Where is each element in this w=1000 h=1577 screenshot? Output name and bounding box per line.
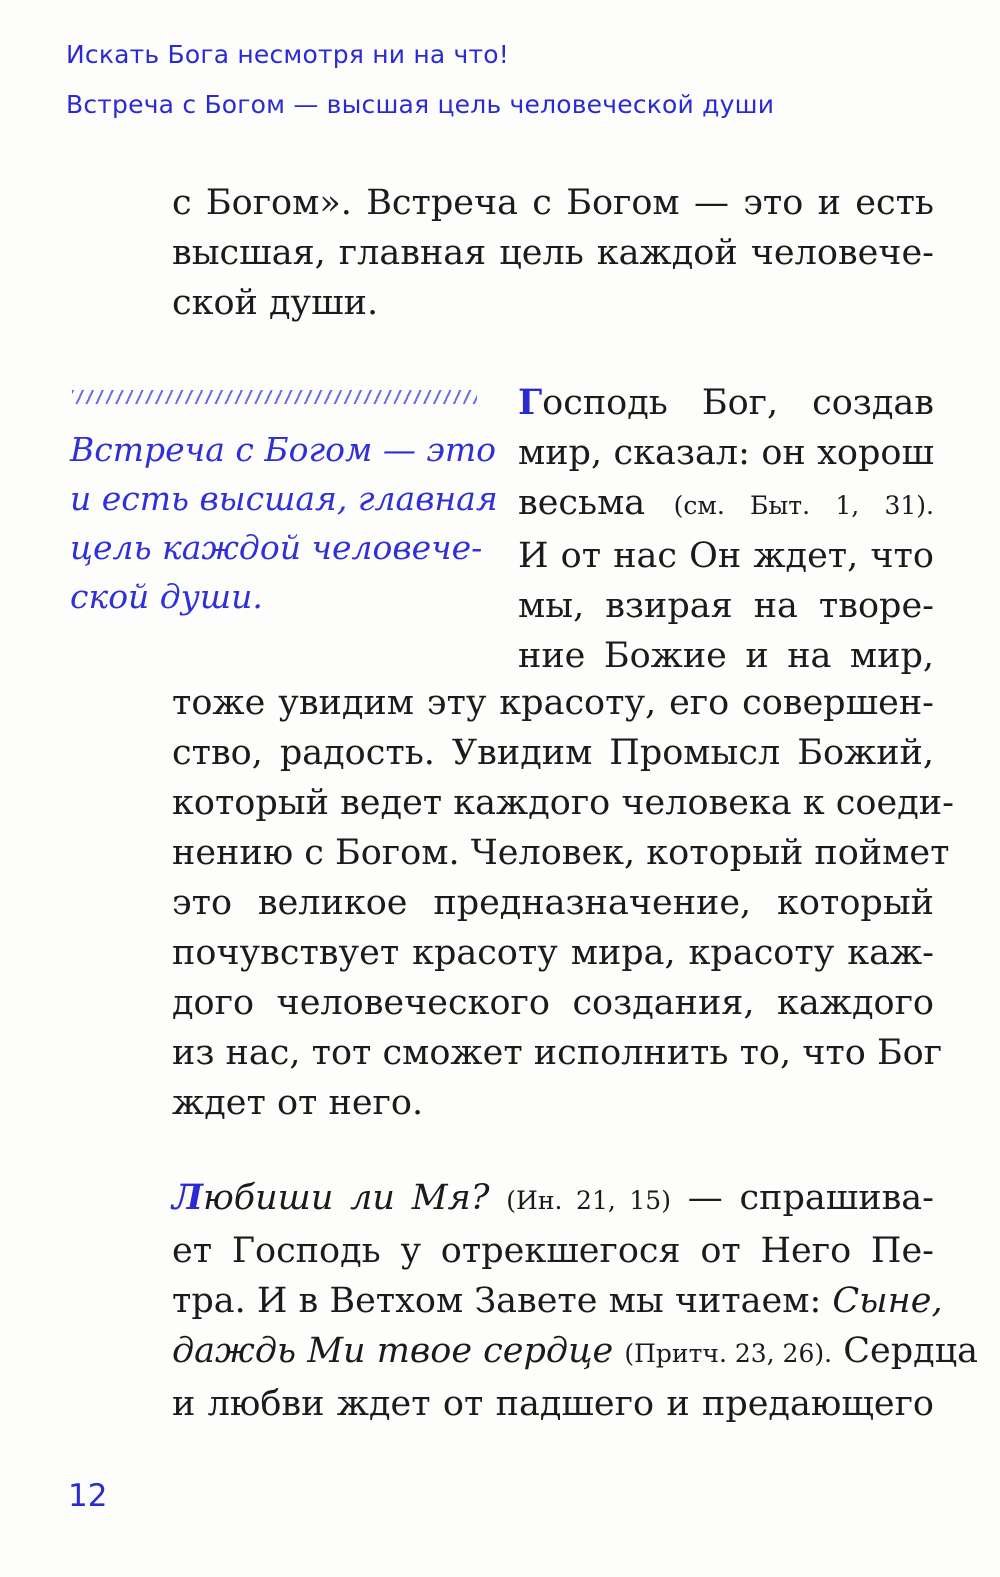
pull-quote-line: цель каждой человече- bbox=[70, 528, 483, 567]
text-line: ждет от него. bbox=[172, 1083, 424, 1123]
text-line: это великое предназначение, который bbox=[172, 883, 934, 923]
italic-quote: Сыне, bbox=[832, 1281, 943, 1321]
scripture-reference: (см. Быт. 1, 31). bbox=[673, 491, 934, 520]
text-line: мы, взирая на творе- bbox=[518, 586, 934, 626]
text-line bbox=[172, 1276, 943, 1326]
text-line bbox=[172, 1173, 934, 1226]
text-line bbox=[518, 478, 934, 531]
text-line: и любви ждет от падшего и предающего bbox=[172, 1384, 934, 1424]
page-number: 12 bbox=[68, 1478, 108, 1514]
scripture-reference: (Притч. 23, 26). bbox=[624, 1339, 833, 1368]
pull-quote bbox=[70, 425, 498, 621]
scripture-reference: (Ин. 21, 15) bbox=[506, 1186, 671, 1215]
text-run: весьма bbox=[518, 483, 646, 523]
text-line: тоже увидим эту красоту, его совершен- bbox=[172, 683, 934, 723]
running-head bbox=[66, 30, 774, 130]
text-line: с Богом». Встреча с Богом — это и есть bbox=[172, 183, 934, 223]
paragraph-2-narrow bbox=[518, 378, 934, 681]
text-run: Сердца bbox=[843, 1331, 979, 1371]
text-line: из нас, тот сможет исполнить то, что Бог bbox=[172, 1033, 943, 1073]
decorative-hatch-divider bbox=[72, 390, 477, 404]
running-head-title: Искать Бога несмотря ни на что! bbox=[66, 40, 510, 69]
paragraph-3 bbox=[172, 1173, 979, 1429]
text-run: тра. И в Ветхом Завете мы читаем: bbox=[172, 1281, 822, 1321]
drop-cap: Л bbox=[172, 1177, 203, 1218]
text-line bbox=[172, 1326, 979, 1379]
italic-quote: даждь Ми твое сердце bbox=[172, 1331, 614, 1371]
text-line: который ведет каждого человека к соеди- bbox=[172, 783, 954, 823]
text-line: ет Господь у отрекшегося от Него Пе- bbox=[172, 1231, 934, 1271]
text-line: ние Божие и на мир, bbox=[518, 636, 934, 676]
text-line: И от нас Он ждет, что bbox=[518, 536, 934, 576]
paragraph-2-wide bbox=[172, 678, 954, 1128]
pull-quote-line: ской души. bbox=[70, 577, 263, 616]
paragraph-1 bbox=[172, 178, 934, 328]
drop-cap: Г bbox=[518, 382, 543, 423]
text-run: осподь Бог, создав bbox=[542, 383, 934, 423]
text-line: дого человеческого создания, каждого bbox=[172, 983, 934, 1023]
text-line: почувствует красоту мира, красоту каж- bbox=[172, 933, 934, 973]
text-line: мир, сказал: он хорош bbox=[518, 433, 934, 473]
text-line: высшая, главная цель каждой человече- bbox=[172, 233, 934, 273]
pull-quote-line: и есть высшая, главная bbox=[70, 479, 498, 518]
text-line bbox=[518, 378, 934, 428]
running-head-subtitle: Встреча с Богом — высшая цель человеческой души bbox=[66, 90, 775, 119]
pull-quote-line: Встреча с Богом — это bbox=[70, 430, 496, 469]
text-line: ство, радость. Увидим Промысл Божий, bbox=[172, 733, 934, 773]
italic-quote: юбиши ли Мя? bbox=[202, 1178, 490, 1218]
text-run: — спрашива- bbox=[687, 1178, 934, 1218]
text-line: нению с Богом. Человек, который поймет bbox=[172, 833, 950, 873]
text-line: ской души. bbox=[172, 283, 379, 323]
